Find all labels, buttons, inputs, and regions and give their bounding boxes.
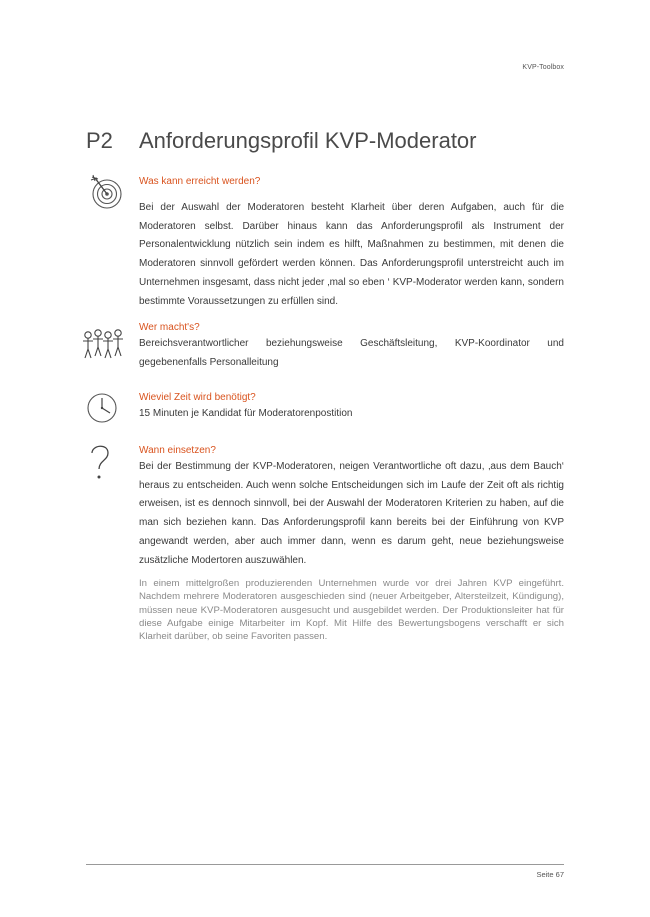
section-heading: Wieviel Zeit wird benötigt? [139,392,256,403]
target-icon [86,172,126,212]
section-text: 15 Minuten je Kandidat für Moderatorenpostition [139,408,353,419]
clock-icon [86,391,126,431]
people-icon [80,327,126,367]
question-mark-icon [86,442,126,482]
section-body [139,444,564,570]
section-body [139,391,564,424]
section-text: Bei der Bestimmung der KVP-Moderatoren, neigen Verantwortliche oft dazu, ‚aus dem Bauch‘ heraus zu entscheiden. Auch wenn solche Entscheidungen sich im Laufe der Zeit oft als richtig erweisen, ist es dennoch sinnvoll, bei der Auswahl der Moderatoren Kriterien zu haben, auf die man sich beziehen kann. Das Anforderungsprofil kann bereits bei der Einführung von KVP angewandt werden, aber auch immer dann, wenn es darum geht, neue beziehungsweise zusätzliche Modertoren auszuwählen. [139,461,564,566]
example-text: In einem mittelgroßen produzierenden Unternehmen wurde vor drei Jahren KVP eingeführt. Nachdem mehrere Moderatoren ausgeschieden sind (neuer Arbeitgeber, Altersteilzeit, Kündigung), müssen neue KVP-Moderatoren ausgesucht und ausgebildet werden. Der Produktionsleiter hat für diese Aufgabe einige Mitarbeiter im Kopf. Mit Hilfe des Bewertungsbogens verschafft er sich Klarheit darüber, ob seine Favoriten passen. [139,578,564,643]
section-text: Bereichsverantwortlicher beziehungsweise Geschäftsleitung, KVP-Koordinator und gegebenenfalls Personalleitung [139,338,564,368]
page-title: Anforderungsprofil KVP-Moderator [139,128,477,153]
section-heading: Wann einsetzen? [139,445,216,456]
chapter-code: P2 [86,128,113,153]
footer-divider [86,864,564,865]
section-text: Bei der Auswahl der Moderatoren besteht Klarheit über deren Aufgaben, auch für die Moderatoren selbst. Darüber hinaus kann das Anforderungsprofil als Instrument der Personalentwicklung nützlich sein indem es hilft, Maßnahmen zu bestimmen, mit denen die Moderatoren sinnvoll gefördert werden können. Das Anforderungsprofil unterstreicht auch im Unternehmen insgesamt, dass nicht jeder ‚mal so eben ‘ KVP-Moderator werden kann, sondern bestimmte Voraussetzungen zu erfüllen sind. [139,202,564,307]
section-body [139,175,564,311]
section-heading: Wer macht's? [139,322,200,333]
section-heading: Was kann erreicht werden? [139,176,261,187]
page-number: Seite 67 [536,870,564,879]
running-header: KVP-Toolbox [522,64,564,71]
section-body [139,321,564,372]
